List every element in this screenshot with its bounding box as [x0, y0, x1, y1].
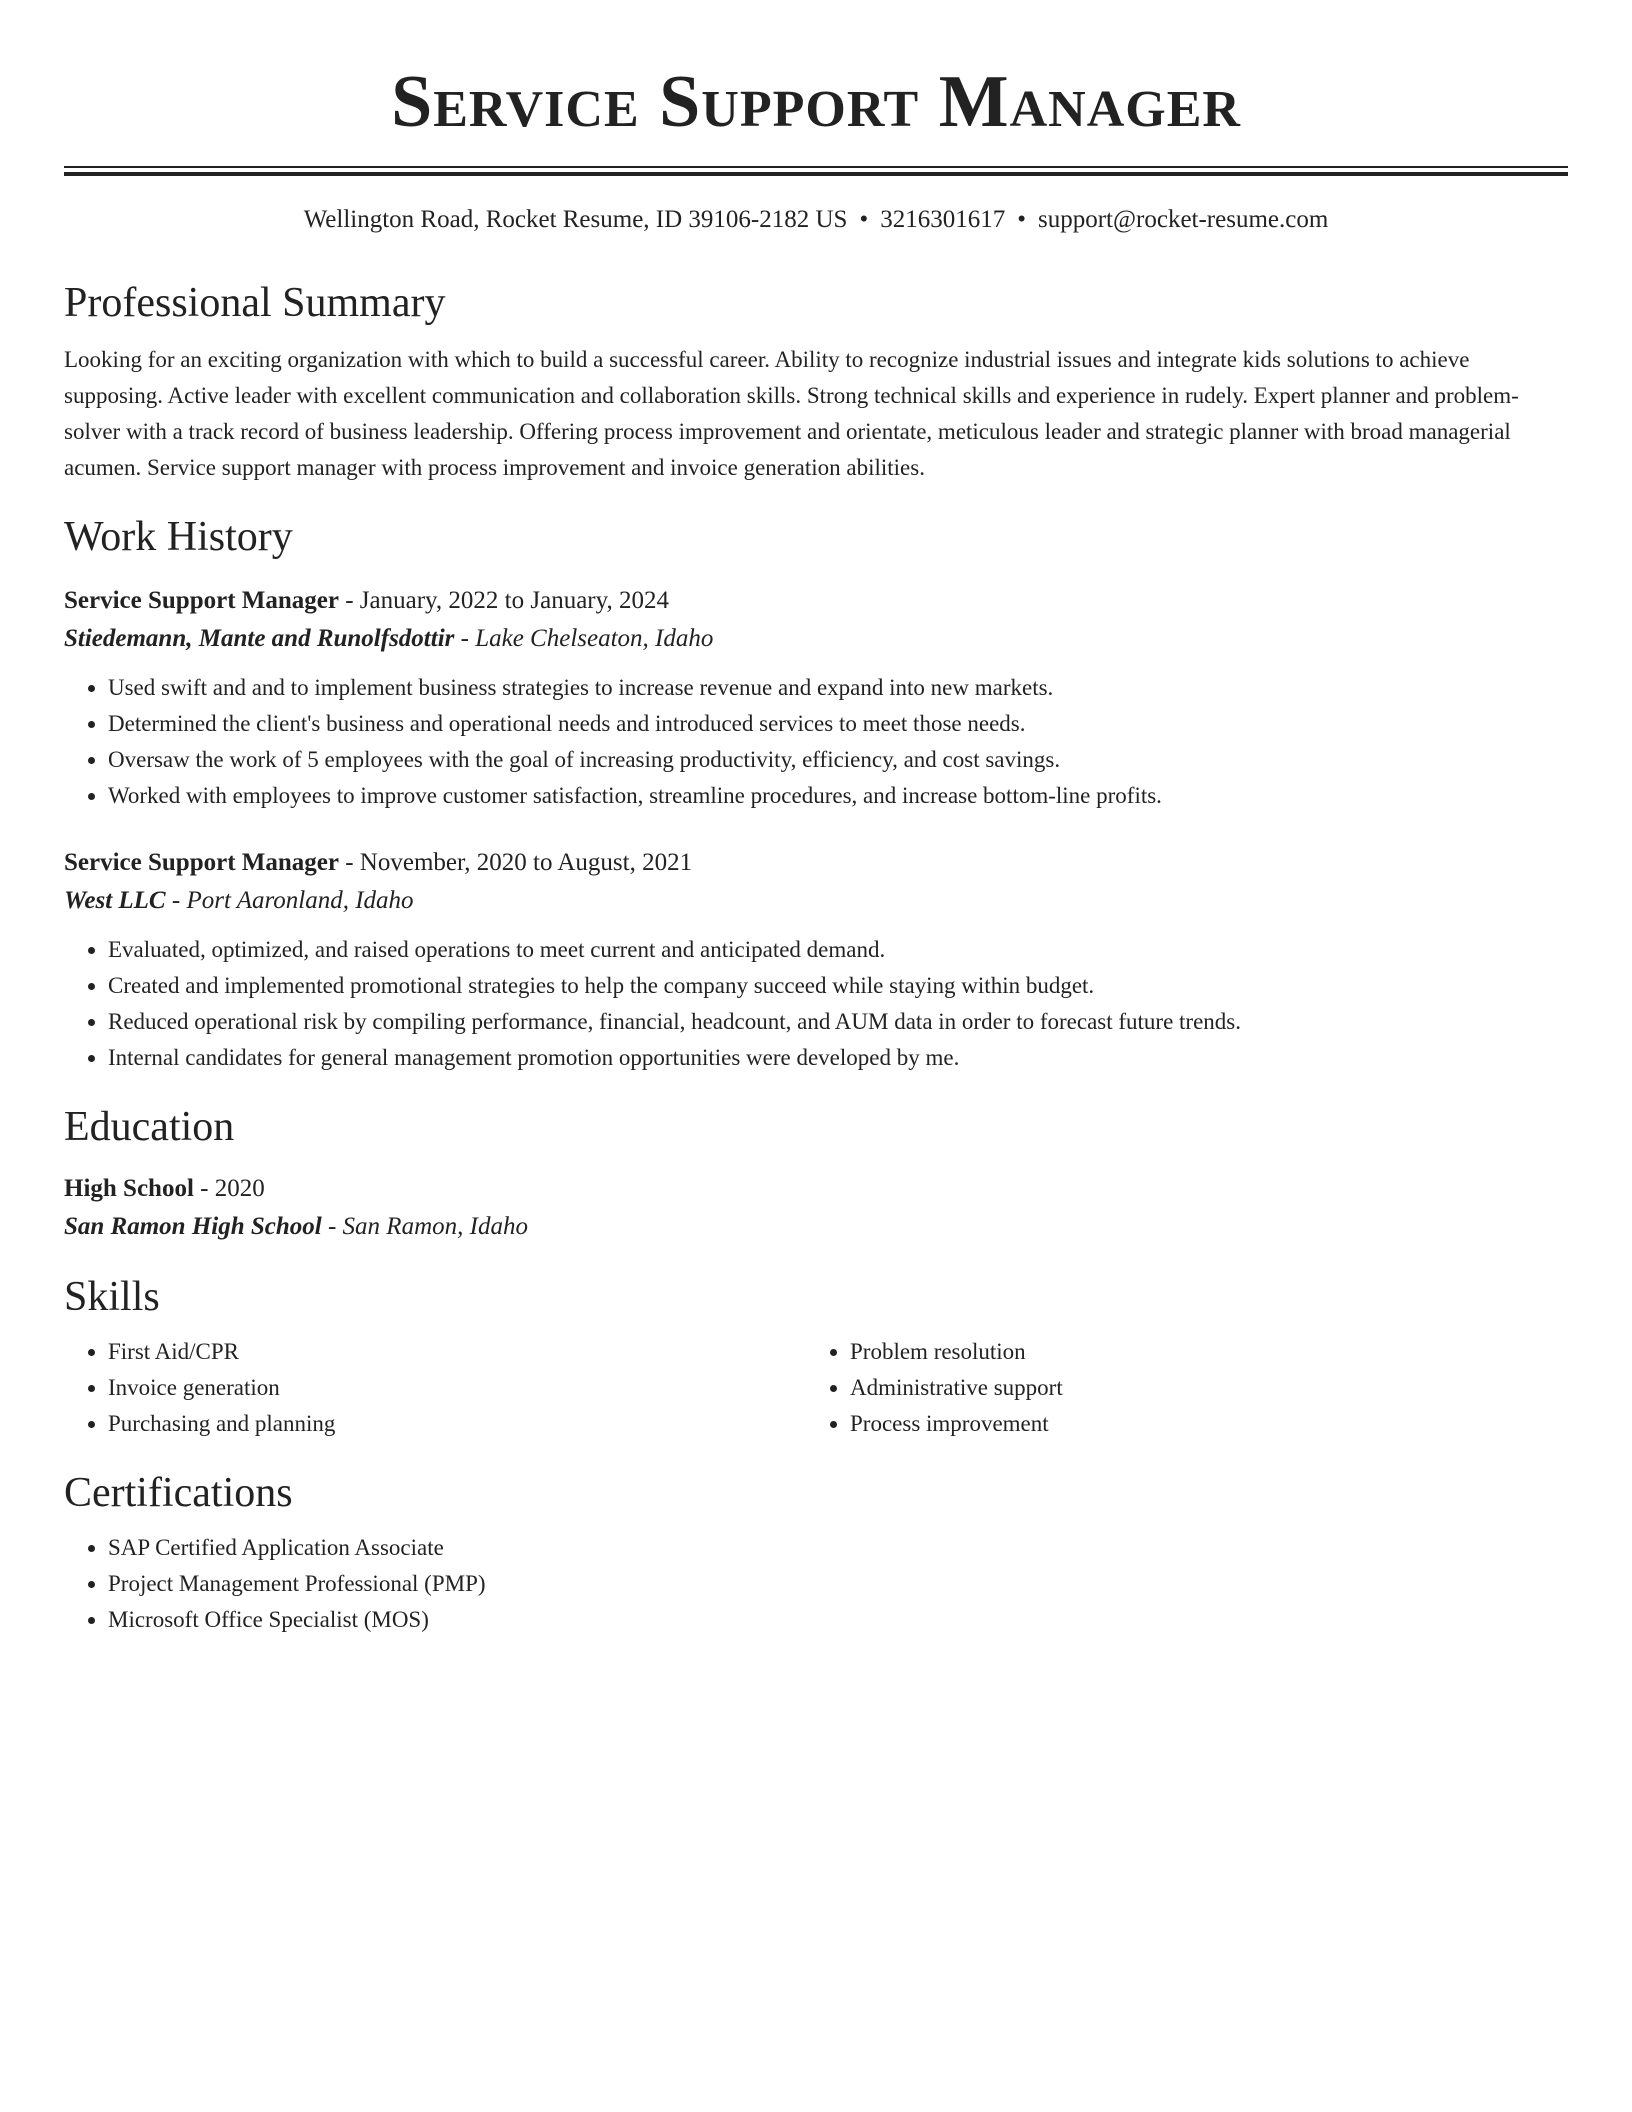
- section-title-certifications: Certifications: [64, 1470, 293, 1516]
- list-item: • Oversaw the work of 5 employees with the goal of increasing productivity, efficiency, and cost savings.: [108, 742, 1568, 778]
- skills-grid: [64, 1334, 1568, 1442]
- job-company-line: [64, 882, 1568, 920]
- contact-address: Wellington Road, Rocket Resume, ID 39106-2182 US: [303, 206, 848, 233]
- list-item: • Evaluated, optimized, and raised operations to meet current and anticipated demand.: [108, 932, 1568, 968]
- summary-text: Looking for an exciting organization with which to build a successful career. Ability to recognize industrial issues and integrate kids solutions to achieve supposing. Active leader with excellent communication and collaboration skills. Strong technical skills and experience in rudely. Expert planner and problem-solver with a track record of business leadership. Offering process improvement and orientate, meticulous leader and strategic planner with broad managerial acumen. Service support manager with process improvement and invoice generation abilities.: [64, 347, 1519, 480]
- job-dates: - November, 2020 to August, 2021: [338, 849, 693, 876]
- education-school: San Ramon High School: [64, 1213, 322, 1240]
- contact-separator: •: [859, 206, 869, 233]
- education-year: - 2020: [193, 1175, 265, 1202]
- job-entry: [64, 844, 1568, 1076]
- job-role: Service Support Manager: [64, 587, 339, 614]
- contact-email: support@rocket-resume.com: [1038, 206, 1329, 233]
- contact-phone: 3216301617: [880, 206, 1006, 233]
- header-double-rule: [64, 166, 1568, 176]
- list-item: • Internal candidates for general management promotion opportunities were developed by me.: [108, 1040, 1568, 1076]
- list-item: • Determined the client's business and operational needs and introduced services to meet those needs.: [108, 706, 1568, 742]
- list-item: • Administrative support: [850, 1370, 1548, 1406]
- education-location: - San Ramon, Idaho: [321, 1213, 528, 1240]
- job-header: [64, 844, 1568, 882]
- list-item: • Reduced operational risk by compiling performance, financial, headcount, and AUM data in order to forecast future trends.: [108, 1004, 1568, 1040]
- skills-column-right: [806, 1334, 1548, 1442]
- list-item: • Used swift and and to implement business strategies to increase revenue and expand into new markets.: [108, 670, 1568, 706]
- section-title-education: Education: [64, 1104, 235, 1150]
- education-degree: High School: [64, 1175, 194, 1202]
- section-title-skills: Skills: [64, 1274, 160, 1320]
- job-bullets: [64, 932, 1568, 1076]
- education-entry: [64, 1170, 1568, 1246]
- certifications-list: [64, 1530, 1568, 1638]
- list-item: • Purchasing and planning: [108, 1406, 806, 1442]
- list-item: • SAP Certified Application Associate: [108, 1530, 1568, 1566]
- job-entry: [64, 582, 1568, 814]
- contact-separator: •: [1017, 206, 1026, 233]
- list-item: • Invoice generation: [108, 1370, 806, 1406]
- contact-line: [64, 204, 1568, 236]
- list-item: • Problem resolution: [850, 1334, 1548, 1370]
- list-item: • Created and implemented promotional strategies to help the company succeed while staying within budget.: [108, 968, 1568, 1004]
- education-school-line: [64, 1208, 1568, 1246]
- job-header: [64, 582, 1568, 620]
- education-header: [64, 1170, 1568, 1208]
- job-company-line: [64, 620, 1568, 658]
- job-bullets: [64, 670, 1568, 814]
- list-item: • Project Management Professional (PMP): [108, 1566, 1568, 1602]
- job-company: West LLC: [64, 887, 166, 914]
- job-location: - Lake Chelseaton, Idaho: [454, 625, 714, 652]
- job-location: - Port Aaronland, Idaho: [165, 887, 414, 914]
- list-item: • Microsoft Office Specialist (MOS): [108, 1602, 1568, 1638]
- list-item: • Process improvement: [850, 1406, 1548, 1442]
- section-title-summary: Professional Summary: [64, 280, 446, 326]
- skills-column-left: [64, 1334, 806, 1442]
- section-title-work-history: Work History: [64, 514, 293, 560]
- job-role: Service Support Manager: [64, 849, 339, 876]
- list-item: • First Aid/CPR: [108, 1334, 806, 1370]
- job-company: Stiedemann, Mante and Runolfsdottir: [64, 625, 455, 652]
- job-dates: - January, 2022 to January, 2024: [338, 587, 669, 614]
- list-item: • Worked with employees to improve customer satisfaction, streamline procedures, and increase bottom-line profits.: [108, 778, 1568, 814]
- candidate-name: Service Support Manager: [391, 61, 1241, 143]
